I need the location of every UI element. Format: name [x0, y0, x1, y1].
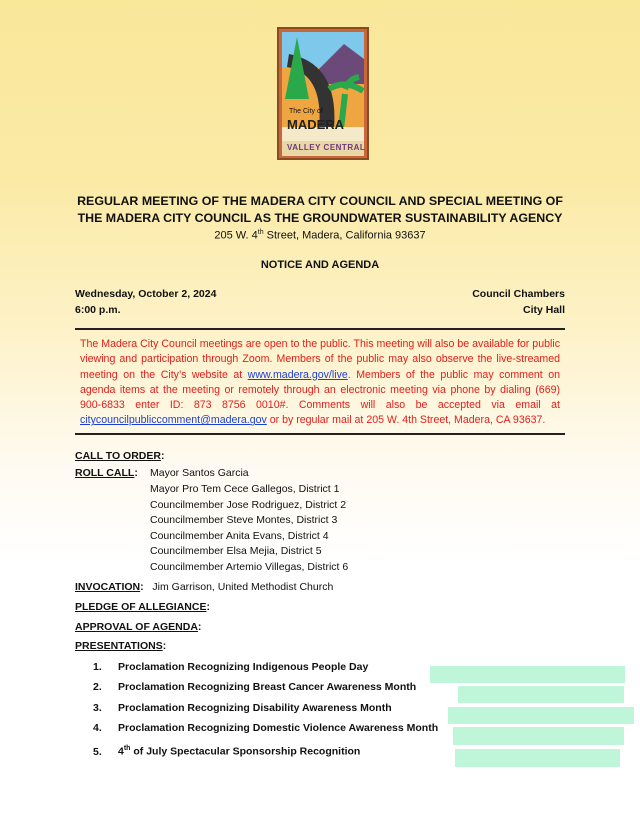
logo-text-3: VALLEY CENTRAL — [287, 143, 366, 152]
city-logo — [277, 27, 369, 160]
roll-member: Councilmember Elsa Mejia, District 5 — [150, 545, 322, 558]
meeting-date: Wednesday, October 2, 2024 — [75, 288, 217, 300]
roll-member: Councilmember Artemio Villegas, District 6 — [150, 560, 349, 573]
address: 205 W. 4th Street, Madera, California 93637 — [214, 229, 426, 242]
roll-member: Councilmember Anita Evans, District 4 — [150, 529, 329, 542]
pledge: PLEDGE OF ALLEGIANCE: — [75, 600, 210, 613]
presentation-item: 2. Proclamation Recognizing Breast Cancer Awareness Month — [75, 680, 565, 696]
roll-call — [75, 466, 565, 575]
agenda-body — [75, 337, 565, 760]
logo-text-2: MADERA — [287, 117, 345, 132]
public-notice: The Madera City Council meetings are open to the public. This meeting will also be available for public viewing and participation through Zoom. Members of the public may also observe the live-streamed meeting on the City’s website at www.madera.gov/live. Members of the public may comment on agenda items at the meeting or remotely through an electronic meeting via phone by dialing (669) 900-6833 enter ID: 873 8756 0010#. Comments will also be accepted via email at citycouncilpubliccomment@madera.gov or by regular mail at 205 W. 4th Street, Madera, CA 93637. — [80, 338, 560, 427]
logo-text-1: The City of — [289, 108, 323, 115]
presentations-heading: PRESENTATIONS: — [75, 640, 167, 653]
meeting-location: Council Chambers — [472, 288, 565, 300]
email-link[interactable]: citycouncilpubliccomment@madera.gov — [80, 414, 267, 427]
title-line-1: REGULAR MEETING OF THE MADERA CITY COUNCIL AND SPECIAL MEETING OF — [77, 194, 563, 208]
roll-member: Mayor Santos Garcia — [150, 467, 249, 480]
roll-member: Councilmember Steve Montes, District 3 — [150, 514, 338, 527]
divider — [75, 433, 565, 435]
roll-call-list — [150, 466, 348, 575]
presentation-item: 3. Proclamation Recognizing Disability Awareness Month — [75, 701, 565, 717]
invocation: INVOCATION: Jim Garrison, United Methodist Church — [75, 580, 334, 593]
divider — [75, 328, 565, 330]
meeting-time: 6:00 p.m. — [75, 304, 121, 316]
call-to-order: CALL TO ORDER: — [75, 449, 165, 462]
presentation-item: 5. 4th of July Spectacular Sponsorship Recognition — [75, 741, 565, 760]
presentation-item: 1. Proclamation Recognizing Indigenous People Day — [75, 660, 565, 676]
roll-member: Mayor Pro Tem Cece Gallegos, District 1 — [150, 482, 340, 495]
roll-member: Councilmember Jose Rodriguez, District 2 — [150, 498, 347, 511]
approval-of-agenda: APPROVAL OF AGENDA: — [75, 620, 202, 633]
presentation-item: 4. Proclamation Recognizing Domestic Violence Awareness Month — [75, 721, 565, 737]
notice-heading: NOTICE AND AGENDA — [260, 259, 380, 271]
roll-call-label: ROLL CALL: — [75, 467, 138, 480]
meeting-building: City Hall — [522, 304, 565, 316]
logo-art — [279, 29, 367, 158]
title-line-2: THE MADERA CITY COUNCIL AS THE GROUNDWATER SUSTAINABILITY AGENCY — [77, 211, 563, 225]
live-stream-link[interactable]: www.madera.gov/live — [247, 368, 348, 381]
